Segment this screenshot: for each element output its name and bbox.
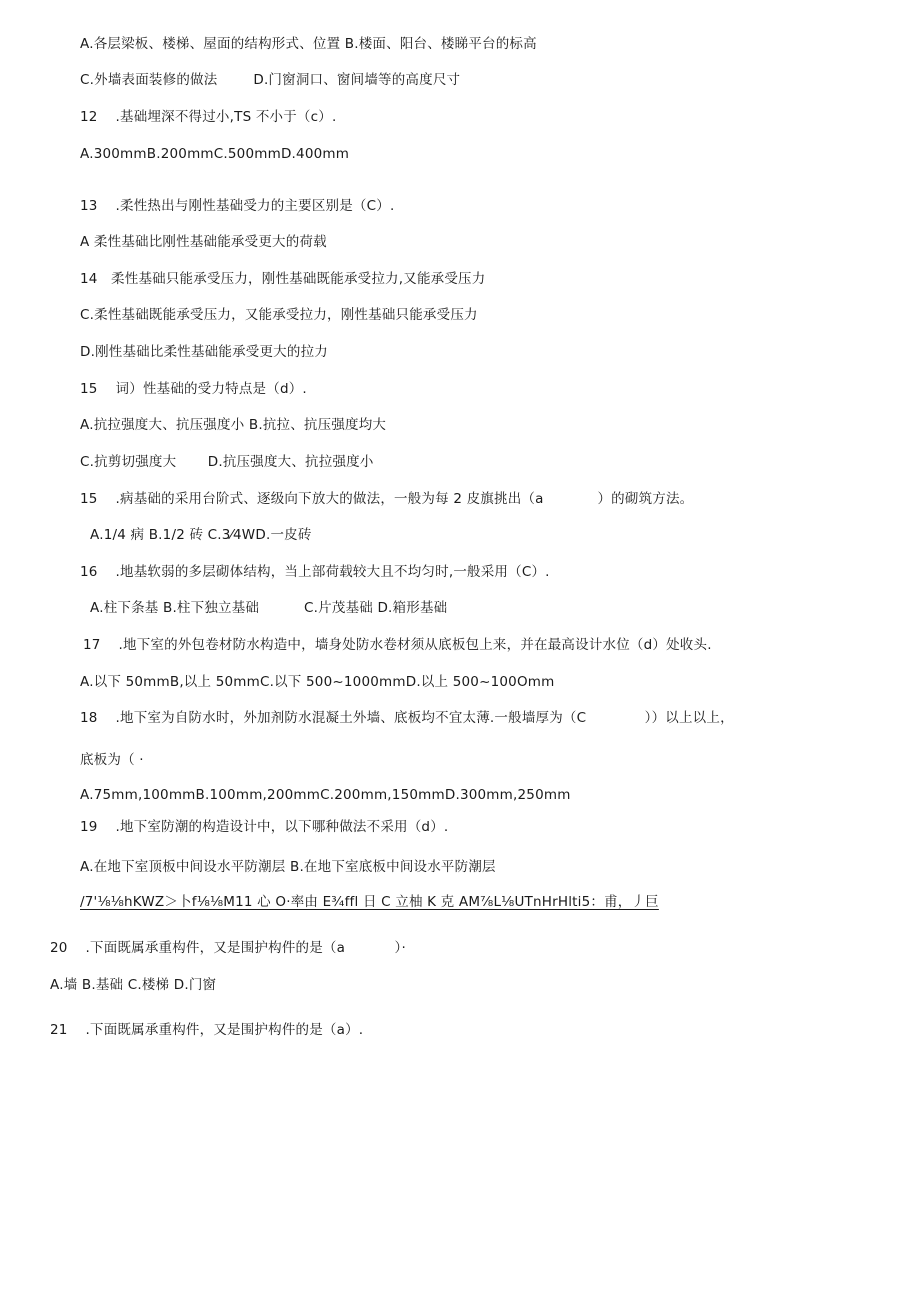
options-16: A.柱下条基 B.柱下独立基础 C.片茂基础 D.箱形基础 [90, 600, 448, 616]
options-19-ab: A.在地下室顶板中间设水平防潮层 B.在地下室底板中间设水平防潮层 [80, 859, 496, 875]
options-15b: A.1/4 病 B.1/2 砖 C.3⁄4WD.一皮砖 [90, 527, 312, 543]
question-12: 12 .基础埋深不得过小,TS 不小于（c）. [80, 109, 337, 125]
question-18-cont: 底板为（ · [80, 752, 144, 768]
question-20: 20 .下面既属承重构件，又是围护构件的是（a ）· [50, 940, 406, 956]
option-13-b: 14 柔性基础只能承受压力，刚性基础既能承受拉力,又能承受压力 [80, 271, 486, 287]
option-line-structure: A.各层梁板、楼梯、屋面的结构形式、位置 B.楼面、阳台、楼睇平台的标高 [80, 36, 537, 52]
question-15b: 15 .病基础的采用台阶式、逐级向下放大的做法，一般为每 2 皮旗挑出（a ）的砌筑方法。 [80, 491, 694, 507]
options-15a-cd: C.抗剪切强度大 D.抗压强度大、抗拉强度小 [80, 454, 374, 470]
options-15a-ab: A.抗拉强度大、抗压强度小 B.抗拉、抗压强度均大 [80, 417, 387, 433]
question-21: 21 .下面既属承重构件，又是围护构件的是（a）. [50, 1022, 364, 1038]
option-13-d: D.刚性基础比柔性基础能承受更大的拉力 [80, 344, 328, 360]
options-17: A.以下 50mmB,以上 50mmC.以下 500~1000mmD.以上 500~100Omm [80, 674, 555, 690]
options-19-cd-garbled: /7'⅛⅛hKWZ＞卜f⅛⅛M11 心 O·率由 E¾ffl 日 C 立柚 K 克 AM⅞L⅛UTnHrHlti5：甫，丿巨 [80, 894, 659, 910]
question-16: 16 .地基软弱的多层砌体结构，当上部荷载较大且不均匀时,一般采用（C）. [80, 564, 550, 580]
options-20: A.墙 B.基础 C.楼梯 D.门窗 [50, 977, 217, 993]
option-13-a: A 柔性基础比刚性基础能承受更大的荷载 [80, 234, 327, 250]
options-18: A.75mm,100mmB.100mm,200mmC.200mm,150mmD.300mm,250mm [80, 787, 571, 803]
question-13: 13 .柔性热出与刚性基础受力的主要区别是（C）. [80, 198, 395, 214]
option-13-c: C.柔性基础既能承受压力，又能承受拉力，刚性基础只能承受压力 [80, 307, 478, 323]
option-line-facade: C.外墙表面装修的做法 D.门窗洞口、窗间墙等的高度尺寸 [80, 72, 461, 88]
question-18: 18 .地下室为自防水时，外加剂防水混凝土外墙、底板均不宜太薄.一般墙厚为（C ））以上以上， [80, 710, 734, 726]
options-12: A.300mmB.200mmC.500mmD.400mm [80, 146, 350, 162]
question-15a: 15 词）性基础的受力特点是（d）. [80, 381, 307, 397]
question-19: 19 .地下室防潮的构造设计中，以下哪种做法不采用（d）. [80, 819, 449, 835]
question-17: 17 .地下室的外包卷材防水构造中，墙身处防水卷材须从底板包上来，并在最高设计水位（d）处收头. [83, 637, 712, 653]
